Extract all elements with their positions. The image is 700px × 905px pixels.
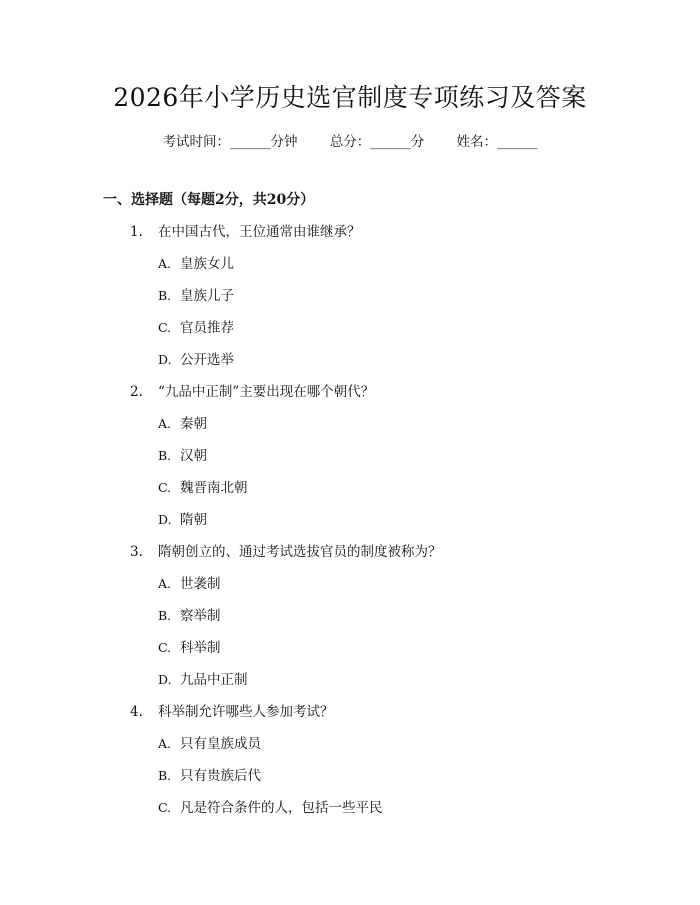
document-title: 2026年小学历史选官制度专项练习及答案 [113, 83, 587, 112]
question-number: 4. [130, 704, 143, 720]
question-number: 3. [130, 544, 143, 560]
option-text: 只有贵族后代 [180, 768, 261, 784]
option-text: 秦朝 [180, 416, 207, 432]
question-text: 隋朝创立的、通过考试选拔官员的制度被称为？ [158, 544, 442, 560]
option-text: 世袭制 [180, 576, 221, 592]
option-letter: B. [158, 288, 172, 303]
option-letter: B. [158, 768, 172, 783]
option-letter: A. [158, 736, 172, 751]
option-letter: D. [158, 512, 172, 527]
option-letter: D. [158, 672, 172, 687]
option-text: 科举制 [180, 640, 221, 656]
option-letter: B. [158, 608, 172, 623]
student-name-field: 姓名：______ [456, 134, 538, 150]
option-text: 九品中正制 [180, 672, 248, 688]
option-letter: B. [158, 448, 172, 463]
option-text: 只有皇族成员 [180, 736, 261, 752]
option-text: 官员推荐 [180, 320, 234, 336]
option-text: 公开选举 [180, 352, 234, 368]
option-text: 隋朝 [180, 512, 207, 528]
exam-time-field: 考试时间：______分钟 [162, 134, 298, 150]
question-number: 2. [130, 384, 143, 400]
question-text: “九品中正制”主要出现在哪个朝代？ [158, 384, 375, 400]
option-text: 皇族儿子 [180, 288, 234, 304]
total-score-field: 总分：______分 [329, 134, 425, 150]
option-text: 察举制 [180, 608, 221, 624]
option-text: 魏晋南北朝 [180, 480, 248, 496]
option-text: 汉朝 [180, 448, 207, 464]
question-text: 科举制允许哪些人参加考试？ [158, 704, 334, 720]
option-letter: A. [158, 416, 172, 431]
question-number: 1. [130, 224, 143, 240]
option-text: 凡是符合条件的人，包括一些平民 [180, 800, 383, 816]
option-letter: D. [158, 352, 172, 367]
option-text: 皇族女儿 [180, 256, 234, 272]
option-letter: C. [158, 800, 172, 815]
section-heading: 一、选择题（每题2分，共20分） [103, 192, 315, 208]
option-letter: A. [158, 576, 172, 591]
option-letter: C. [158, 320, 172, 335]
option-letter: C. [158, 480, 172, 495]
question-text: 在中国古代，王位通常由谁继承？ [158, 224, 361, 240]
option-letter: A. [158, 256, 172, 271]
exam-info-line [0, 132, 700, 152]
option-letter: C. [158, 640, 172, 655]
